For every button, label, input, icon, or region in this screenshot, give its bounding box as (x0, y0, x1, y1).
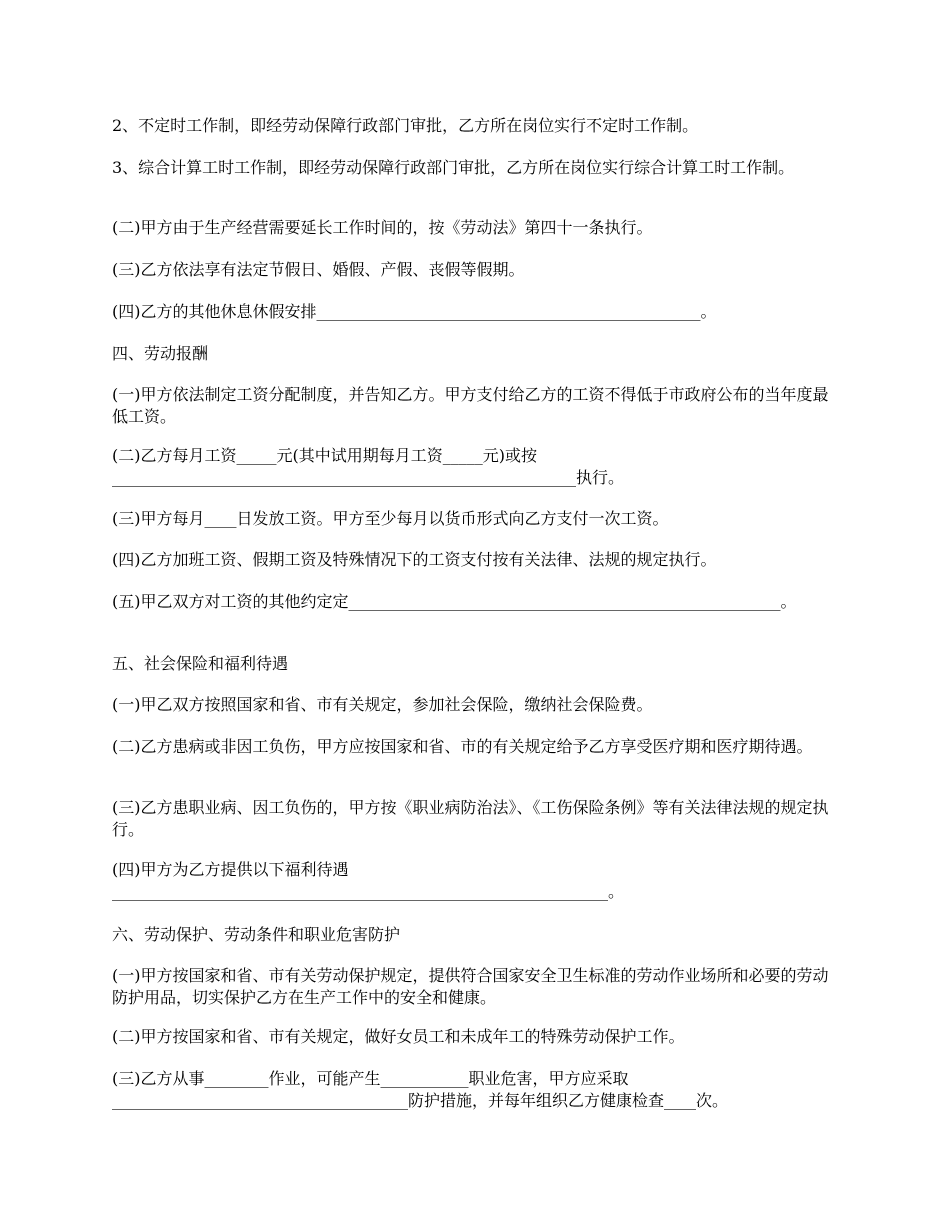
paragraph-19: (二)甲方按国家和省、市有关规定，做好女员工和未成年工的特殊劳动保护工作。 (112, 1027, 685, 1046)
paragraph-8: (二)乙方每月工资_____元(其中试用期每月工资_____元)或按__________________________________________________________执行。 (112, 446, 625, 487)
paragraph-3: (二)甲方由于生产经营需要延长工作时间的，按《劳动法》第四十一条执行。 (112, 218, 653, 237)
paragraph-9: (三)甲方每月____日发放工资。甲方至少每月以货币形式向乙方支付一次工资。 (112, 509, 669, 528)
paragraph-20: (三)乙方从事________作业，可能产生___________职业危害，甲方应采取_____________________________________防护措施，并每年组织乙方健康检查____次。 (112, 1069, 729, 1110)
section-heading-6: 六、劳动保护、劳动条件和职业危害防护 (112, 925, 401, 944)
paragraph-16: (四)甲方为乙方提供以下福利待遇______________________________________________________________。 (112, 860, 624, 901)
section-heading-4: 四、劳动报酬 (112, 344, 209, 363)
paragraph-18: (一)甲方按国家和省、市有关劳动保护规定，提供符合国家安全卫生标准的劳动作业场所和必要的劳动防护用品，切实保护乙方在生产工作中的安全和健康。 (112, 966, 829, 1007)
paragraph-4: (三)乙方依法享有法定节假日、婚假、产假、丧假等假期。 (112, 260, 525, 279)
paragraph-7: (一)甲方依法制定工资分配制度，并告知乙方。甲方支付给乙方的工资不得低于市政府公布的当年度最低工资。 (112, 385, 829, 426)
paragraph-2: 3、综合计算工时工作制，即经劳动保障行政部门审批，乙方所在岗位实行综合计算工时工作制。 (112, 158, 795, 177)
paragraph-15: (三)乙方患职业病、因工负伤的，甲方按《职业病防治法》、《工伤保险条例》等有关法律法规的规定执行。 (112, 798, 829, 839)
section-heading-5: 五、社会保险和福利待遇 (112, 654, 289, 673)
paragraph-10: (四)乙方加班工资、假期工资及特殊情况下的工资支付按有关法律、法规的规定执行。 (112, 550, 717, 569)
paragraph-1: 2、不定时工作制，即经劳动保障行政部门审批，乙方所在岗位实行不定时工作制。 (112, 116, 699, 135)
paragraph-5: (四)乙方的其他休息休假安排________________________________________________。 (112, 302, 717, 321)
paragraph-14: (二)乙方患病或非因工负伤，甲方应按国家和省、市的有关规定给予乙方享受医疗期和医疗期待遇。 (112, 737, 813, 756)
paragraph-13: (一)甲乙双方按照国家和省、市有关规定，参加社会保险，缴纳社会保险费。 (112, 695, 653, 714)
paragraph-11: (五)甲乙双方对工资的其他约定定______________________________________________________。 (112, 592, 797, 611)
